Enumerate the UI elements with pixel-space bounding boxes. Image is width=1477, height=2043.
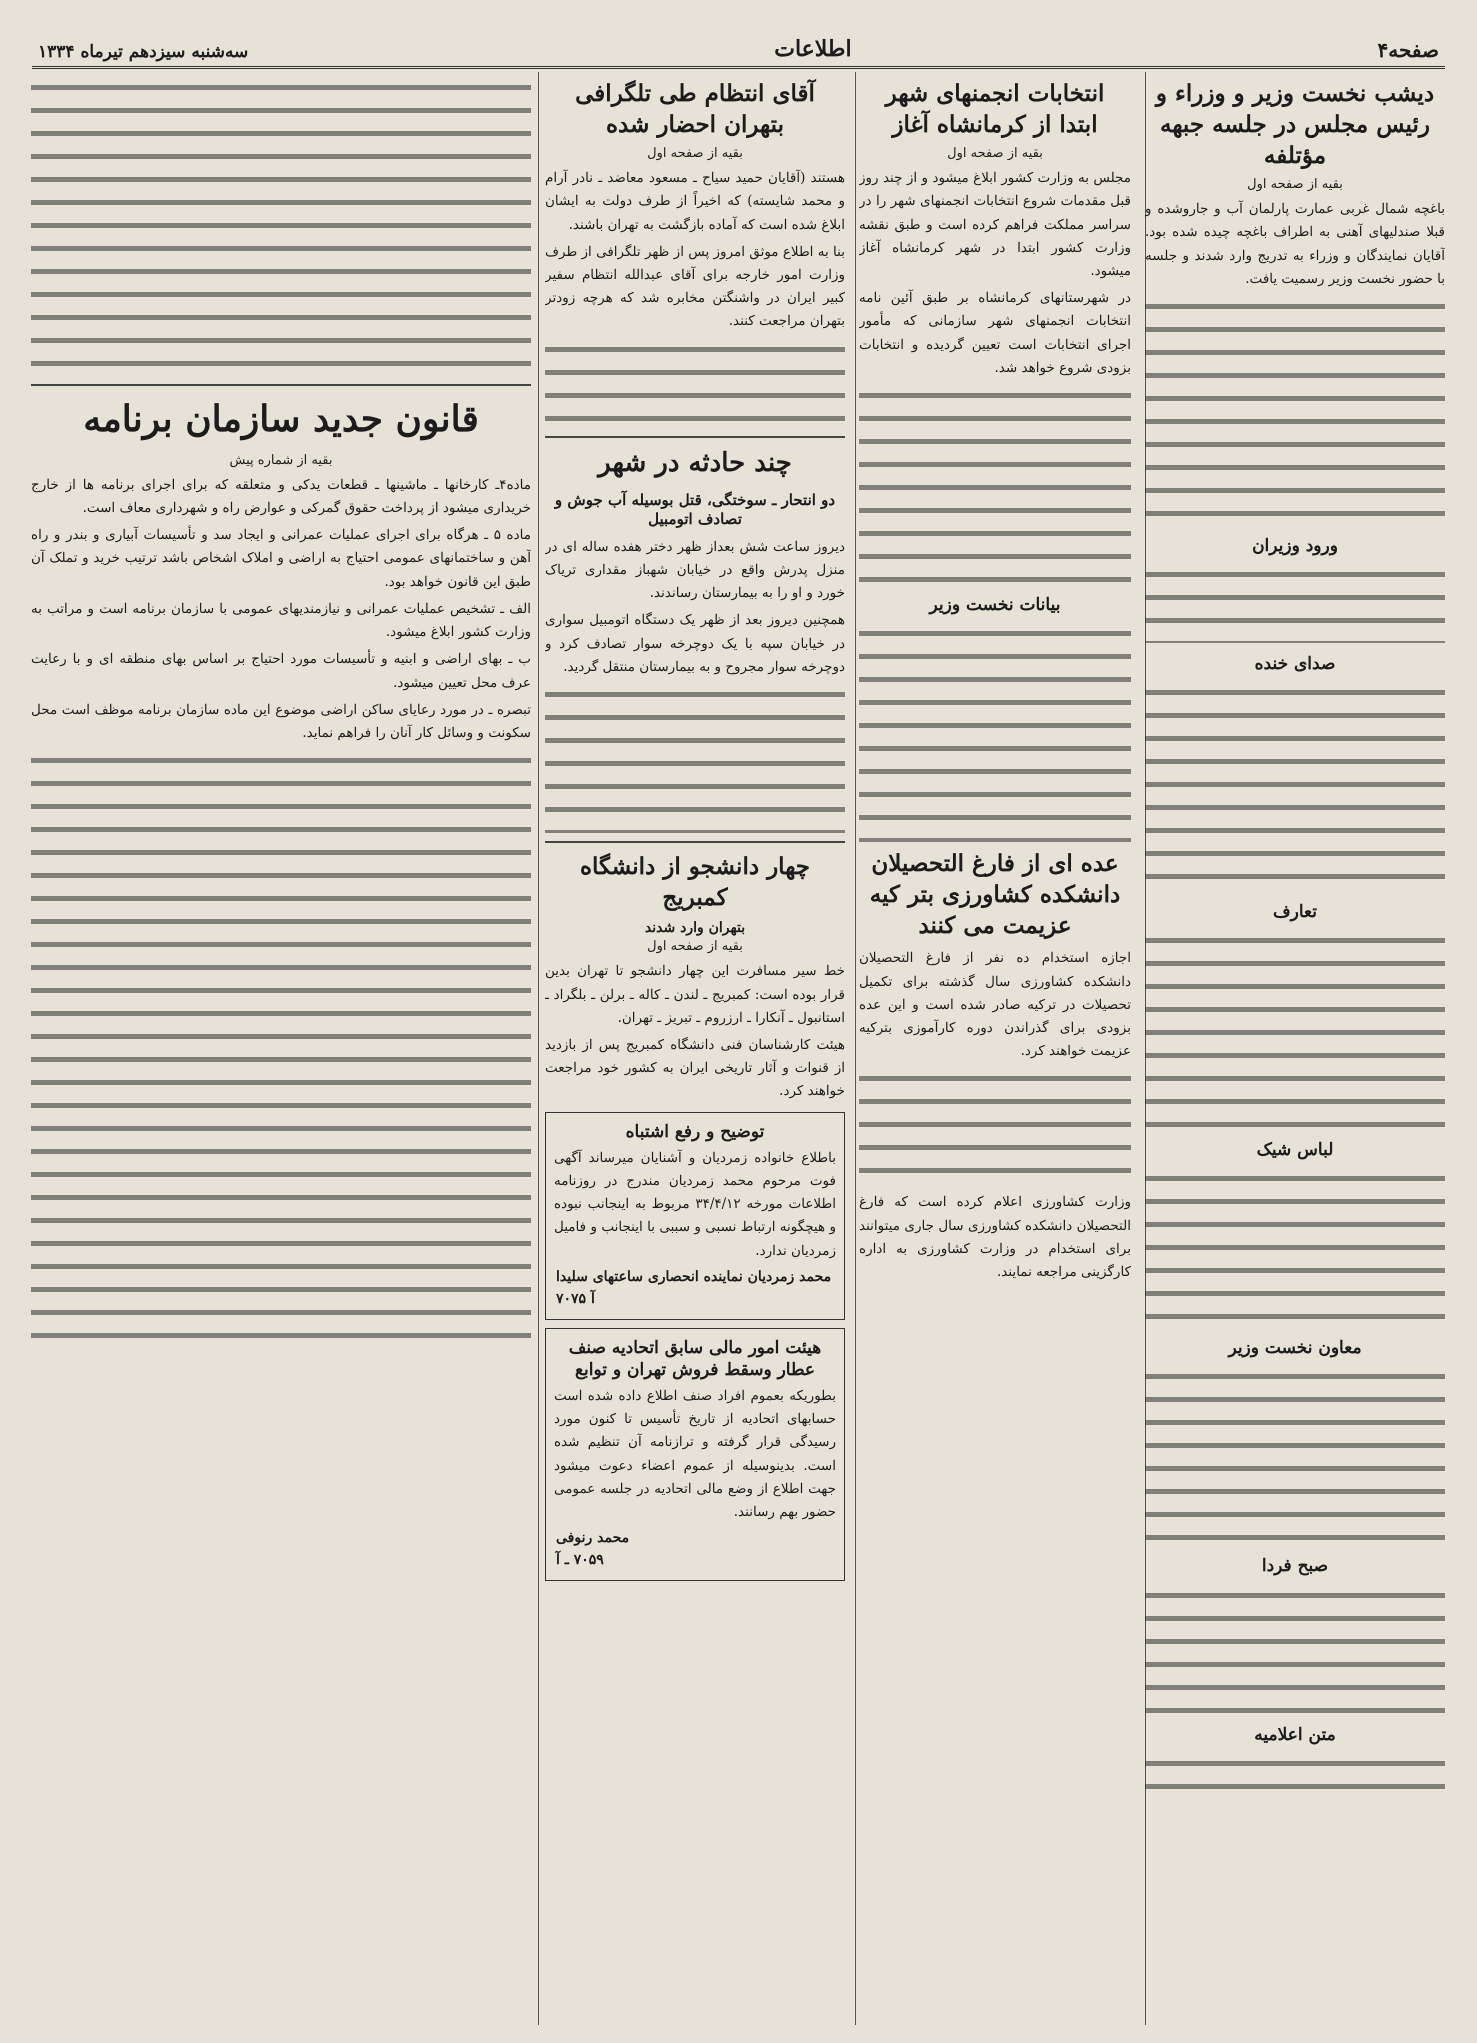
text-block [1145,681,1445,891]
guild-signature: محمد رنوفی [556,1530,630,1547]
entezam-headline: آقای انتظام طی تلگرافی بتهران احضار شده [575,80,815,139]
text-block [1145,1167,1445,1327]
agri-headline: عده ای از فارغ التحصیلان دانشکده کشاورزی بتر کیه عزیمت می کنند [869,850,1121,940]
law-continued: بقیه از شماره پیش [229,452,333,468]
cabinet-subhead: متن اعلامیه [1254,1724,1336,1745]
agri-paragraph: وزارت کشاورزی اعلام کرده است که فارغ التحصیلان دانشکده کشاورزی سال جاری میتوانند برای استخدام در وزارت کشاورزی به اداره کارگزینی مراجعه نمایند. [859,1194,1131,1281]
text-block [1145,929,1445,1129]
guild-code: ۷۰۵۹ ـ آ [556,1552,604,1569]
law-article: ب ـ بهای اراضی و ابنیه و تأسیسات مورد احتیاج بر اساس بهای منطقه ای و با رعایت عرف محل تعیین میشود. [31,651,531,691]
text-block [545,683,845,833]
notice-headline: توضیح و رفع اشتباه [625,1121,765,1142]
text-block [859,384,1131,584]
councils-paragraph: مجلس به وزارت کشور ابلاغ میشود و از چند روز قبل مقدمات شروع انتخابات انجمنهای شهر را در سراسر مملکت فراهم کرده است و طبق نقشه وزارت کشور ابتدا در شهر کرمانشاه آغاز میشود. [859,170,1131,279]
newspaper-name: اطلاعات [774,36,852,62]
text-block [1145,1365,1445,1545]
column-rule [855,72,856,2025]
cambridge-continued: بقیه از صفحه اول [647,939,743,955]
entezam-continued: بقیه از صفحه اول [647,146,743,162]
text-block [1145,295,1445,525]
text-block [1145,563,1445,643]
cambridge-headline: چهار دانشجو از دانشگاه کمبریج [579,853,811,912]
cabinet-subhead: لباس شیک [1256,1140,1334,1161]
notice-text: باطلاع خانواده زمردیان و آشنایان میرساند آگهی فوت مرحوم محمد زمردیان مندرج در روزنامه اطلاعات مورخه ۳۴/۴/۱۲ مربوط به اینجانب نبوده و هیچگونه ارتباط نسبی و سببی با اینجانب و فامیل زمردیان ندارد. [554,1149,836,1259]
page-number: صفحه۴ [1377,38,1439,62]
text-block [31,749,531,1349]
cabinet-subhead: معاون نخست وزیر [1228,1338,1362,1359]
cabinet-subhead: صدای خنده [1254,654,1336,675]
cabinet-paragraph: باغچه شمال غربی عمارت پارلمان آب و جاروشده و قبلا صندلیهای آهنی به اطراف باغچه چیده شده بود. آقایان نمایندگان و وزراء به تدریج وارد شدند و جلسه با حضور نخست وزیر رسمیت یافت. [1145,201,1445,287]
cabinet-continued: بقیه از صفحه اول [1247,177,1343,193]
law-article: ماده۴ـ کارخانها ـ ماشینها ـ قطعات یدکی و متعلقه که برای اجرای برنامه ها از خارج خریداری میشود از پرداخت حقوق گمرکی و عوارض راه و شهرداری معاف است. [31,476,531,517]
divider [31,384,531,386]
events-headline: چند حادثه در شهر [598,447,792,478]
divider [545,436,845,438]
councils-headline: انتخابات انجمنهای شهر ابتدا از کرمانشاه آغاز [885,80,1105,139]
cambridge-subhead: بتهران وارد شدند [644,920,746,937]
text-block [1145,1584,1445,1714]
page-header [32,30,1445,69]
text-block [859,1067,1131,1187]
notice-code: آ ۷۰۷۵ [556,1290,595,1307]
guild-text: بطوریکه بعموم افراد صنف اطلاع داده شده است حسابهای اتحادیه از تاریخ تأسیس تا کنون مورد رسیدگی قرار گرفته و ترازنامه آن تنظیم شده است. بدینوسیله از عموم اعضاء دعوت میشود جهت اطلاع از وضع مالی اتحادیه در جلسه عمومی حضور بهم رسانند. [554,1388,836,1521]
correction-notice [545,1112,845,1320]
text-block [1145,1752,1445,1792]
law-article: ماده ۵ ـ هرگاه برای اجرای عملیات عمرانی و ایجاد سد و تأسیسات آبیاری و بندر و راه آهن و ساختمانهای عمومی احتیاج به اراضی و املاک اشخاص باشد ترتیب خرید و تملک آن طبق این قانون خواهد بود. [31,527,531,590]
text-block [31,76,531,376]
cabinet-subhead: بیانات نخست وزیر [929,595,1061,616]
text-block [859,622,1131,842]
notice-signature: محمد زمردیان نماینده انحصاری ساعتهای سلیدا [556,1268,832,1285]
law-headline: قانون جدید سازمان برنامه [83,398,479,440]
column-rule [538,72,539,2025]
cabinet-subhead: تعارف [1273,902,1317,923]
cabinet-subhead: ورود وزیران [1252,536,1338,557]
cambridge-paragraph: خط سیر مسافرت این چهار دانشجو تا تهران بدین قرار بوده است: کمبریج ـ لندن ـ کاله ـ برلن ـ بلگراد ـ استانبول ـ آنکارا ـ ارزروم ـ تبریز ـ تهران. [545,963,845,1026]
guild-headline: هیئت امور مالی سابق اتحادیه صنف عطار وسقط فروش تهران و توابع [568,1337,822,1380]
entezam-paragraph: بنا به اطلاع موثق امروز پس از ظهر تلگرافی از طرف وزارت امور خارجه برای آقای عبدالله انتظام سفیر کبیر ایران در واشنگتن مخابره شد که هرچه زودتر بتهران مراجعت کنند. [545,243,845,330]
divider [545,841,845,843]
law-article: الف ـ تشخیص عملیات عمرانی و نیازمندیهای عمومی با سازمان برنامه است و مراتب به وزارت کشور ابلاغ میشود. [31,600,531,641]
text-block [545,338,845,428]
cabinet-headline: دیشب نخست وزیر و وزراء و رئیس مجلس در جلسه جبهه مؤتلفه [1155,80,1435,170]
guild-notice [545,1328,845,1582]
events-subhead: دو انتحار ـ سوختگی، قتل بوسیله آب جوش و تصادف اتومبیل [554,490,836,529]
issue-date: سه‌شنبه سیزدهم تیرماه ۱۳۳۴ [38,42,249,62]
councils-continued: بقیه از صفحه اول [947,146,1043,162]
column-city-councils [859,72,1131,2025]
events-paragraph: دیروز ساعت شش بعداز ظهر دختر هفده ساله ای در منزل پدرش واقع در خیابان شهباز مقداری تریاک خورد و او را به بیمارستان رساندند. [545,538,845,602]
events-paragraph: همچنین دیروز بعد از ظهر یک دستگاه اتومبیل سواری در خیابان سپه با یک دوچرخه سوار تصادف کرد و دوچرخه سوار مجروح و به بیمارستان منتقل گردید. [545,612,845,675]
cambridge-paragraph: هیئت کارشناسان فنی دانشگاه کمبریج پس از بازدید از قنوات و آثار تاریخی ایران به کشور خود مراجعت خواهند کرد. [545,1036,845,1100]
entezam-paragraph: هستند (آقایان حمید سیاح ـ مسعود معاضد ـ نادر آرام و محمد شایسته) که اخیراً از طرف دولت به ایشان ابلاغ شده است که آماده بازگشت به تهران باشند. [545,170,845,233]
cabinet-subhead: صبح فردا [1261,1556,1329,1577]
agri-text: اجازه استخدام ده نفر از فارغ التحصیلان دانشکده کشاورزی سال گذشته برای تکمیل تحصیلات در ترکیه صادر شده است و این عده بزودی برای گذراندن دوره کارآموزی بترکیه عزیمت خواهند کرد. [859,950,1131,1060]
column-cabinet-meeting [1145,72,1445,2025]
law-article: تبصره ـ در مورد رعایای ساکن اراضی موضوع این ماده سازمان برنامه موظف است محل سکونت و وسائل کار آنان را فراهم نماید. [31,701,531,741]
column-program-law [31,72,531,2025]
councils-paragraph: در شهرستانهای کرمانشاه بر طبق آئین نامه انتخابات انجمنهای شهر سازمانی که مأمور اجرای انتخابات است تعیین گردیده و انتخابات بزودی شروع خواهد شد. [859,290,1131,376]
column-entezam [545,72,845,2025]
